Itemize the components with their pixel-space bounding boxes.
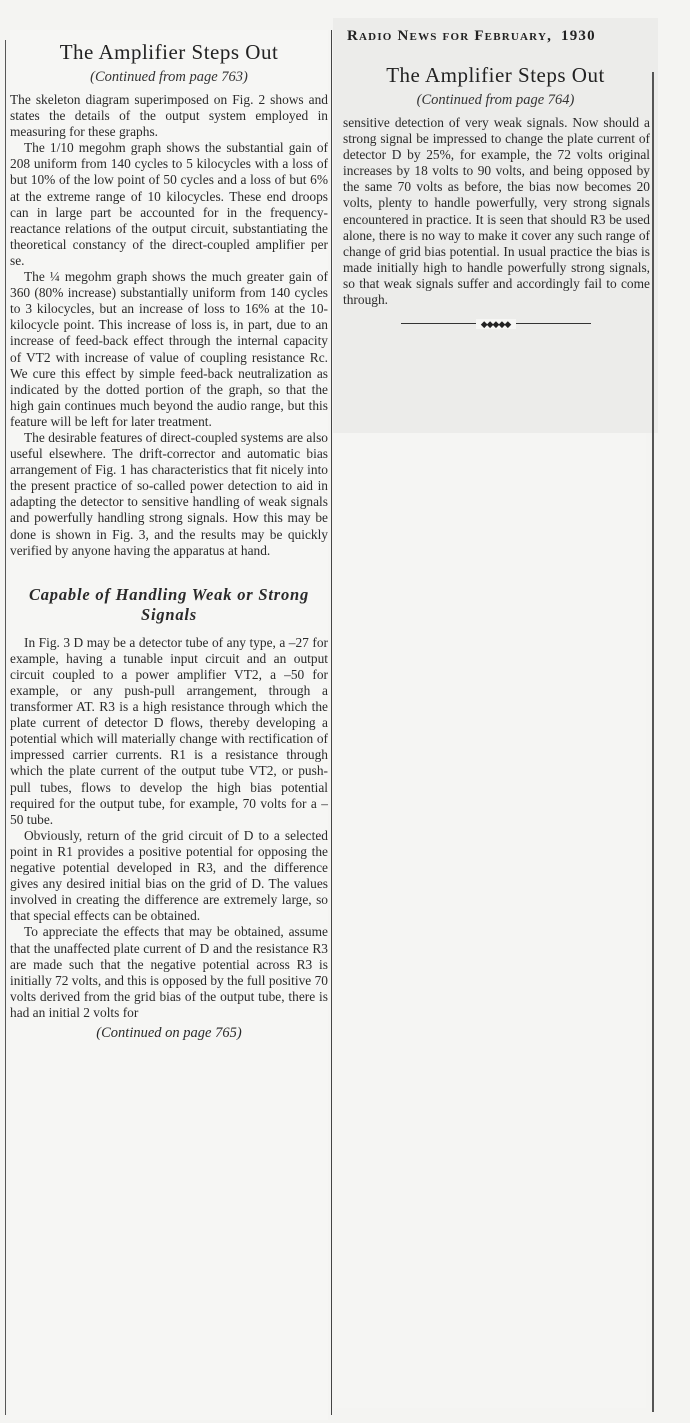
column-divider: [331, 30, 332, 1415]
article-body: [10, 92, 328, 1021]
ornament-glyph: ◆◆◆◆◆: [476, 319, 516, 329]
blank-area: [334, 433, 646, 1408]
paragraph: The ¼ megohm graph shows the much greater gain of 360 (80% increase) substantially uniform from 140 cycles to 3 kilocycles, but an increase of loss to 16% at the 10-kilocycle point. This increase of loss is, in part, due to an increase of feed-back effect through the internal capacity of VT2 with increase of value of coupling resistance Rc. We cure this effect by simple feed-back neutralization as indicated by the dotted portion of the graph, so that the high gain continues much beyond the audio range, but this feature will be left for later treatment.: [10, 269, 328, 429]
left-column: [10, 30, 328, 1420]
page-edge-rule: [652, 72, 654, 1412]
continued-on-note: (Continued on page 765): [96, 1024, 242, 1041]
page-edge-rule: [5, 40, 6, 1415]
paragraph: The desirable features of direct-coupled systems are also useful elsewhere. The drift-corrector and automatic bias arrangement of Fig. 1 has characteristics that fit nicely into the present practice of so-called power detection to aid in adapting the detector to sensitive handling of weak signals and powerfully handling strong signals. How this may be done is shown in Fig. 3, and the results may be quickly verified by anyone having the apparatus at hand.: [10, 429, 328, 558]
paragraph: In Fig. 3 D may be a detector tube of any type, a –27 for example, having a tunable input circuit and an output circuit coupled to a power amplifier VT2, a –50 for example, or any push-pull arrangement, through a transformer AT. R3 is a high resistance through which the plate current of detector D flows, thereby developing a potential which will materially change with rectification of impressed carrier currents. R1 is a resistance through which the plate current of the output tube VT2, or push-pull tubes, flows to develop the high bias potential required for the output tube, for example, 70 volts for a –50 tube.: [10, 634, 328, 827]
right-clipping: [333, 18, 658, 433]
article-body: [333, 115, 658, 308]
continued-from-note: (Continued from page 764): [416, 92, 575, 108]
masthead-year: 1930: [561, 28, 596, 44]
paragraph: The 1/10 megohm graph shows the substantial gain of 208 uniform from 140 cycles to 5 kilocycles with a loss of but 10% of the low point of 50 cycles and a loss of but 6% at the extreme range of 10 kilocycles. These end droops can in large part be accounted for in the frequency-reactance relations of the output circuit, substantiating the theoretical constancy of the direct-coupled amplifier per se.: [10, 140, 328, 268]
article-title: The Amplifier Steps Out: [386, 63, 605, 87]
paragraph: To appreciate the effects that may be obtained, assume that the unaffected plate current of D and the resistance R3 are made such that the negative potential across R3 is initially 72 volts, and this is opposed by the full positive 70 volts derived from the grid bias of the output tube, there is had an initial 2 volts for: [10, 924, 328, 1020]
paragraph: Obviously, return of the grid circuit of D to a selected point in R1 provides a positive potential for opposing the negative potential developed in R3, and the difference gives any desired initial bias on the grid of D. The values involved in creating the difference are extremely large, so that special effects can be obtained.: [10, 827, 328, 924]
continued-from-note: (Continued from page 763): [90, 69, 248, 85]
end-ornament: [401, 318, 591, 330]
section-subhead: Capable of Handling Weak or Strong Signals: [28, 584, 310, 624]
masthead: [347, 28, 658, 45]
paragraph: The skeleton diagram superimposed on Fig. 2 shows and states the details of the output system employed in measuring for these graphs.: [10, 92, 328, 140]
masthead-label: Radio News for February,: [347, 28, 553, 44]
paragraph: sensitive detection of very weak signals. Now should a strong signal be impressed to change the plate current of detector D by 25%, for example, the 72 volts original increases by 18 volts to 90 volts, and being opposed by the same 70 volts as before, the bias now becomes 20 volts, plenty to handle powerfully, very strong signals encountered in practice. It is seen that should R3 be used alone, there is no way to make it cover any such range of change of grid bias potential. In usual practice the bias is made initially high to handle powerfully strong signals, so that weak signals suffer and accordingly fail to come through.: [343, 115, 650, 308]
article-title: The Amplifier Steps Out: [59, 40, 279, 64]
